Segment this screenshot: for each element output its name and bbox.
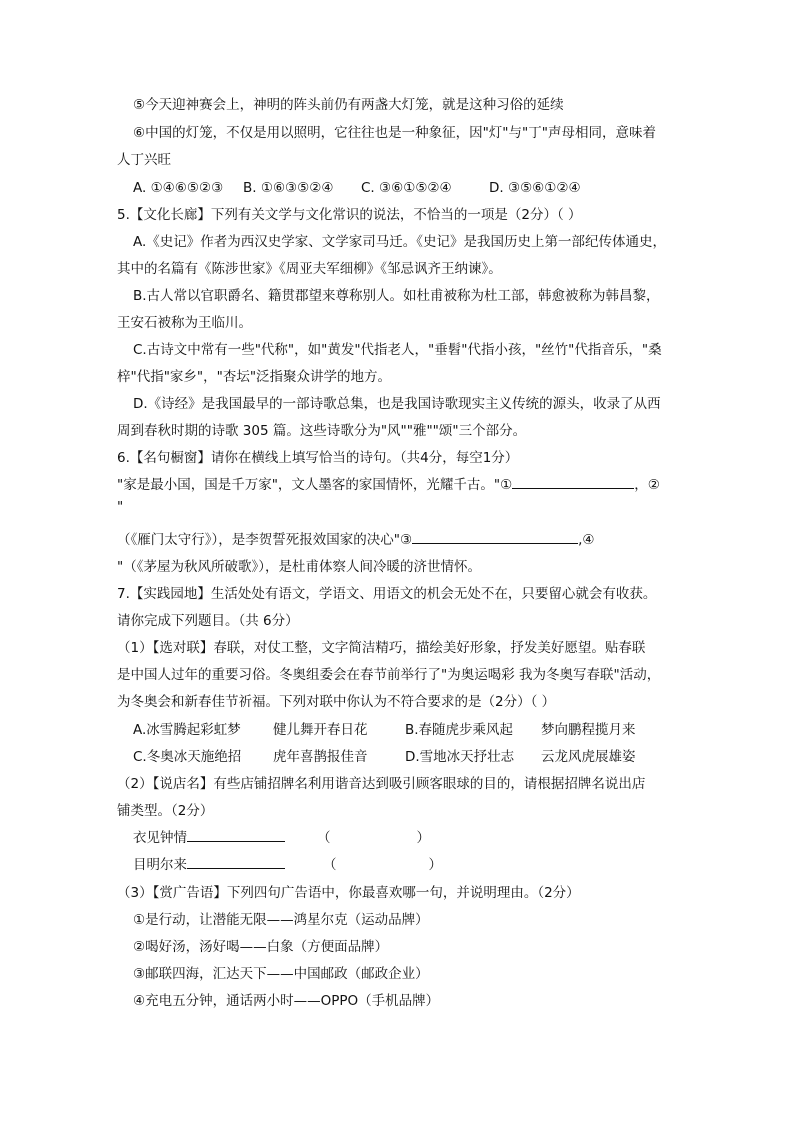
ad-slogan-1: ①是行动，让潜能无限——鸿星尔克（运动品牌） (133, 912, 429, 928)
couplet-b-upper: B.春随虎步乘风起 (405, 722, 514, 738)
couplet-a-upper: A.冰雪腾起彩虹梦 (133, 722, 241, 738)
q6-line-4: "（《茅屋为秋风所破歌》），是杜甫体察人间冷暖的济世情怀。 (117, 559, 481, 575)
paren-close: ） (428, 857, 442, 873)
q6-line-1 (117, 476, 660, 494)
q7-1-stem-cont: 是中国人过年的重要习俗。冬奥组委会在春节前举行了"为奥运喝彩 我为冬奥写春联"活动， (117, 667, 661, 683)
q7-3-stem: （3）【赏广告语】下列四句广告语中，你最喜欢哪一句，并说明理由。（2分） (117, 885, 580, 901)
couplet-d-lower: 云龙风虎展雄姿 (541, 749, 636, 765)
couplet-a-lower: 健儿舞开春日花 (273, 722, 368, 738)
q7-stem: 7.【实践园地】生活处处有语文，学语文、用语文的机会无处不在，只要留心就会有收获。 (117, 586, 657, 602)
paren-open: （ (323, 857, 337, 873)
ad-slogan-2: ②喝好汤，汤好喝——白象（方便面品牌） (133, 939, 389, 955)
q5-option-c: C.古诗文中常有一些"代称"，如"黄发"代指老人，"垂髫"代指小孩，"丝竹"代指音乐，"桑 (133, 342, 662, 358)
q6-line-2: " (117, 499, 124, 515)
q4-option-a: A. ①④⑥⑤②③ (133, 180, 224, 196)
q4-options (133, 179, 581, 197)
ad-slogan-3: ③邮联四海，汇达天下——中国邮政（邮政企业） (133, 966, 429, 982)
answer-blank-3[interactable] (412, 531, 578, 544)
q5-option-d: D.《诗经》是我国最早的一部诗歌总集，也是我国诗歌现实主义传统的源头，收录了从西 (133, 396, 661, 412)
q5-option-d-cont: 周到春秋时期的诗歌 305 篇。这些诗歌分为"风""雅""颂"三个部分。 (117, 423, 527, 439)
q6-line-1-tail: ，② (634, 477, 660, 493)
passage-sentence-5: ⑤今天迎神赛会上，神明的阵头前仍有两盏大灯笼，就是这种习俗的延续 (133, 97, 564, 113)
q7-2-stem-cont: 铺类型。（2分） (117, 803, 214, 819)
paren-open: （ (317, 830, 331, 846)
passage-sentence-6: ⑥中国的灯笼，不仅是用以照明，它往往也是一种象征，因"灯"与"丁"声母相同，意味着 (133, 125, 656, 141)
passage-sentence-6-cont: 人丁兴旺 (117, 152, 171, 168)
q7-stem-cont: 请你完成下列题目。（共 6分） (117, 613, 299, 629)
q7-2-stem: （2）【说店名】有些店铺招牌名利用谐音达到吸引顾客眼球的目的，请根据招牌名说出店 (117, 776, 646, 792)
q4-option-b: B. ①⑥③⑤②④ (243, 180, 334, 196)
q5-option-b-cont: 王安石被称为王临川。 (117, 315, 252, 331)
shop-name-row-1 (133, 829, 430, 847)
ad-slogan-4: ④充电五分钟，通话两小时——OPPO（手机品牌） (133, 993, 440, 1009)
shop-name-1: 衣见钟情 (133, 830, 187, 846)
q5-option-a-cont: 其中的名篇有《陈涉世家》《周亚夫军细柳》《邹忌讽齐王纳谏》。 (117, 261, 502, 277)
q5-option-a: A.《史记》作者为西汉史学家、文学家司马迁。《史记》是我国历史上第一部纪传体通史， (133, 234, 667, 250)
q4-option-c: C. ③⑥①⑤②④ (361, 180, 452, 196)
q7-1-options-row-1 (133, 721, 636, 739)
q5-stem: 5.【文化长廊】下列有关文学与文化常识的说法，不恰当的一项是（2分）（ ） (117, 207, 582, 223)
couplet-c-lower: 虎年喜鹊报佳音 (273, 749, 368, 765)
answer-blank-1[interactable] (512, 476, 634, 489)
q6-line-3 (117, 531, 594, 549)
q6-line-3-tail: ,④ (578, 532, 595, 548)
shop-name-row-2 (133, 856, 442, 874)
couplet-d-upper: D.雪地冰天抒壮志 (405, 749, 515, 765)
q7-1-options-row-2 (133, 748, 636, 766)
q7-1-stem: （1）【选对联】春联，对仗工整，文字简洁精巧，描绘美好形象，抒发美好愿望。贴春联 (117, 640, 646, 656)
q4-option-d: D. ③⑤⑥①②④ (489, 180, 581, 196)
q6-line-3-text: （《雁门太守行》），是李贺誓死报效国家的决心"③ (117, 532, 413, 548)
q6-stem: 6.【名句橱窗】请你在横线上填写恰当的诗句。（共4分，每空1分） (117, 450, 519, 466)
q5-option-c-cont: 梓"代指"家乡"，"杏坛"泛指聚众讲学的地方。 (117, 369, 392, 385)
paren-close: ） (416, 830, 430, 846)
q5-option-b: B.古人常以官职爵名、籍贯郡望来尊称别人。如杜甫被称为杜工部，韩愈被称为韩昌黎， (133, 288, 660, 304)
couplet-c-upper: C.冬奥冰天施绝招 (133, 749, 242, 765)
q6-line-1-text: "家是最小国，国是千万家"，文人墨客的家国情怀，光耀千古。"① (117, 477, 513, 493)
q7-1-stem-cont-2: 为冬奥会和新春佳节祈福。下列对联中你认为不符合要求的是（2分）（ ） (117, 694, 556, 710)
shop-name-2: 目明尔来 (133, 857, 187, 873)
shop-name-1-blank[interactable] (187, 829, 285, 842)
shop-name-2-blank[interactable] (187, 856, 285, 869)
couplet-b-lower: 梦向鹏程揽月来 (541, 722, 636, 738)
